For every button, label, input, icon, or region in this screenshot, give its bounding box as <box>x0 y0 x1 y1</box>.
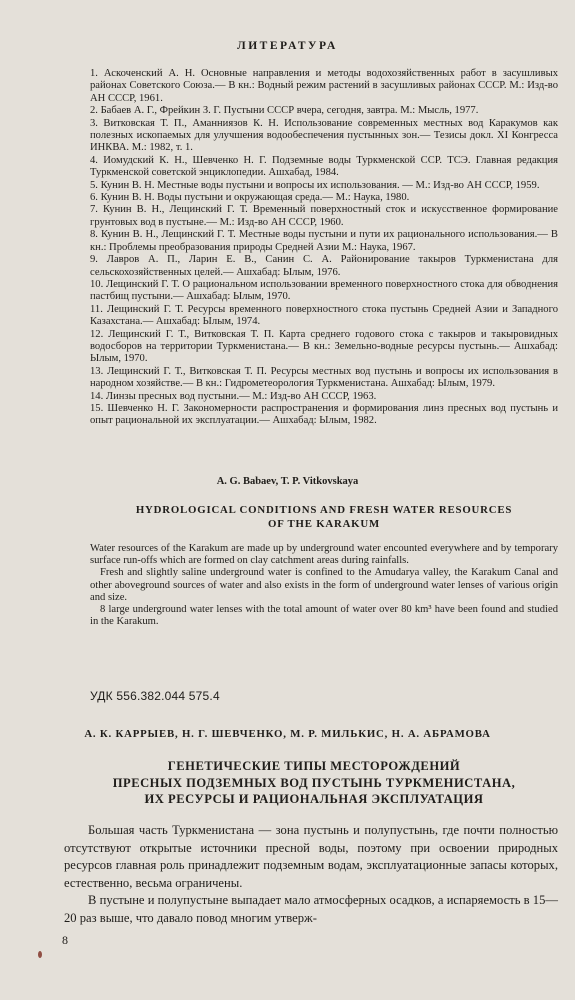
summary-paragraph: 8 large underground water lenses with the total amount of water over 80 km³ have been found and studied in the Karakum. <box>90 604 558 628</box>
summary-title-line: HYDROLOGICAL CONDITIONS AND FRESH WATER RESOURCES <box>135 504 513 516</box>
udk-code: УДК 556.382.044 575.4 <box>90 689 220 703</box>
reference-item: 3. Витковская Т. П., Аманниязов К. Н. Использование современных местных вод Каракумов как полезных ископаемых для улучшения водообеспечения пустынных зон.— Тезисы докл. XI Конгресса ИНКВА. М.: 1982, т. 1. <box>90 117 558 154</box>
reference-item: 2. Бабаев А. Г., Фрейкин З. Г. Пустыни СССР вчера, сегодня, завтра. М.: Мысль, 1977. <box>90 105 479 117</box>
article-title-line: ГЕНЕТИЧЕСКИЕ ТИПЫ МЕСТОРОЖДЕНИЙ <box>167 759 461 773</box>
summary-title-line: OF THE KARAKUM <box>268 518 380 530</box>
reference-item: 1. Аскоченский А. Н. Основные направления и методы водохозяйственных работ в засушливых районах Советского Союза.— В кн.: Водный режим растений в засушливых районах СССР. М.: Изд-во АН СССР, 1961. <box>90 68 558 104</box>
summary-title <box>90 503 558 531</box>
reference-item: 14. Линзы пресных вод пустыни.— М.: Изд-во АН СССР, 1963. <box>90 390 377 402</box>
summary-authors: A. G. Babaev, T. P. Vitkovskaya <box>216 476 359 487</box>
summary-body <box>90 543 558 628</box>
reference-item: 7. Кунин В. Н., Лещинский Г. Т. Временный поверхностный сток и искусственное формирование грунтовых вод в пустыне.— М.: Изд-во АН СССР, 1960. <box>90 204 558 228</box>
article-title-line: ПРЕСНЫХ ПОДЗЕМНЫХ ВОД ПУСТЫНЬ ТУРКМЕНИСТАНА, <box>112 775 516 790</box>
article-title <box>70 758 558 808</box>
reference-item: 15. Шевченко Н. Г. Закономерности распространения и формирования линз пресных вод пустынь и опыт рациональной их эксплуатации.— Ашхабад: Ылым, 1982. <box>90 402 558 427</box>
reference-list <box>90 68 558 428</box>
reference-item: 4. Иомудский К. Н., Шевченко Н. Г. Подземные воды Туркменской ССР. ТСЭ. Главная редакция Туркменской советской энциклопедии. Ашхабад, 1984. <box>90 154 558 179</box>
literature-heading: ЛИТЕРАТУРА <box>237 40 338 52</box>
reference-item: 6. Кунин В. Н. Воды пустыни и окружающая среда.— М.: Наука, 1980. <box>90 192 410 204</box>
article-body <box>64 822 558 927</box>
article-paragraph: Большая часть Туркменистана — зона пустынь и полупустынь, где почти полностью отсутствуют открытые источники пресной воды, поэтому при освоении природных ресурсов главная роль принадлежит подземным водам, эксплуатационные запасы которых, естественно, весьма ограничены. <box>64 823 558 890</box>
page-number: 8 <box>62 933 68 947</box>
article-paragraph: В пустыне и полупустыне выпадает мало атмосферных осадков, а испаряемость в 15—20 раз выше, что давало повод многим утверж- <box>64 893 558 925</box>
summary-paragraph: Water resources of the Karakum are made up by underground water encounted everywhere and by temporary surface run-offs which are formed on clay catchment areas during rainfalls. <box>90 543 558 567</box>
article-authors: А. К. КАРРЫЕВ, Н. Г. ШЕВЧЕНКО, М. Р. МИЛЬКИС, Н. А. АБРАМОВА <box>84 728 491 740</box>
article-title-line: ИХ РЕСУРСЫ И РАЦИОНАЛЬНАЯ ЭКСПЛУАТАЦИЯ <box>144 792 484 806</box>
reference-item: 13. Лещинский Г. Т., Витковская Т. П. Ресурсы местных вод пустынь и вопросы их использования в народном хозяйстве.— В кн.: Гидрометеорология Туркменистана. Ашхабад: Ылым, 1979. <box>90 365 558 390</box>
reference-item: 12. Лещинский Г. Т., Витковская Т. П. Карта среднего годового стока с такыров и такыровидных водосборов на территории Туркменистана.— В кн.: Земельно-водные ресурсы пустынь.— Ашхабад: Ылым, 1970. <box>90 328 558 365</box>
reference-item: 11. Лещинский Г. Т. Ресурсы временного поверхностного стока пустынь Средней Азии и Западного Казахстана.— Ашхабад: Ылым, 1974. <box>90 303 558 328</box>
reference-item: 9. Лавров А. П., Ларин Е. В., Санин С. А. Районирование такыров Туркменистана для сельскохозяйственных целей.— Ашхабад: Ылым, 1976. <box>90 254 558 278</box>
reference-item: 10. Лещинский Г. Т. О рациональном использовании временного поверхностного стока для обводнения пастбищ пустыни.— Ашхабад: Ылым, 1970. <box>90 278 558 303</box>
reference-item: 8. Кунин В. Н., Лещинский Г. Т. Местные воды пустыни и пути их рационального использования.— В кн.: Проблемы преобразования природы Средней Азии М.: Наука, 1967. <box>90 229 558 253</box>
reference-item: 5. Кунин В. Н. Местные воды пустыни и вопросы их использования. — М.: Изд-во АН СССР, 1959. <box>90 179 540 191</box>
summary-paragraph: Fresh and slightly saline underground water is confined to the Amudarya valley, the Karakum Canal and other aboveground sources of water and also exists in the form of underground water lenses of various origin and size. <box>90 567 558 603</box>
ink-mark <box>38 951 42 958</box>
